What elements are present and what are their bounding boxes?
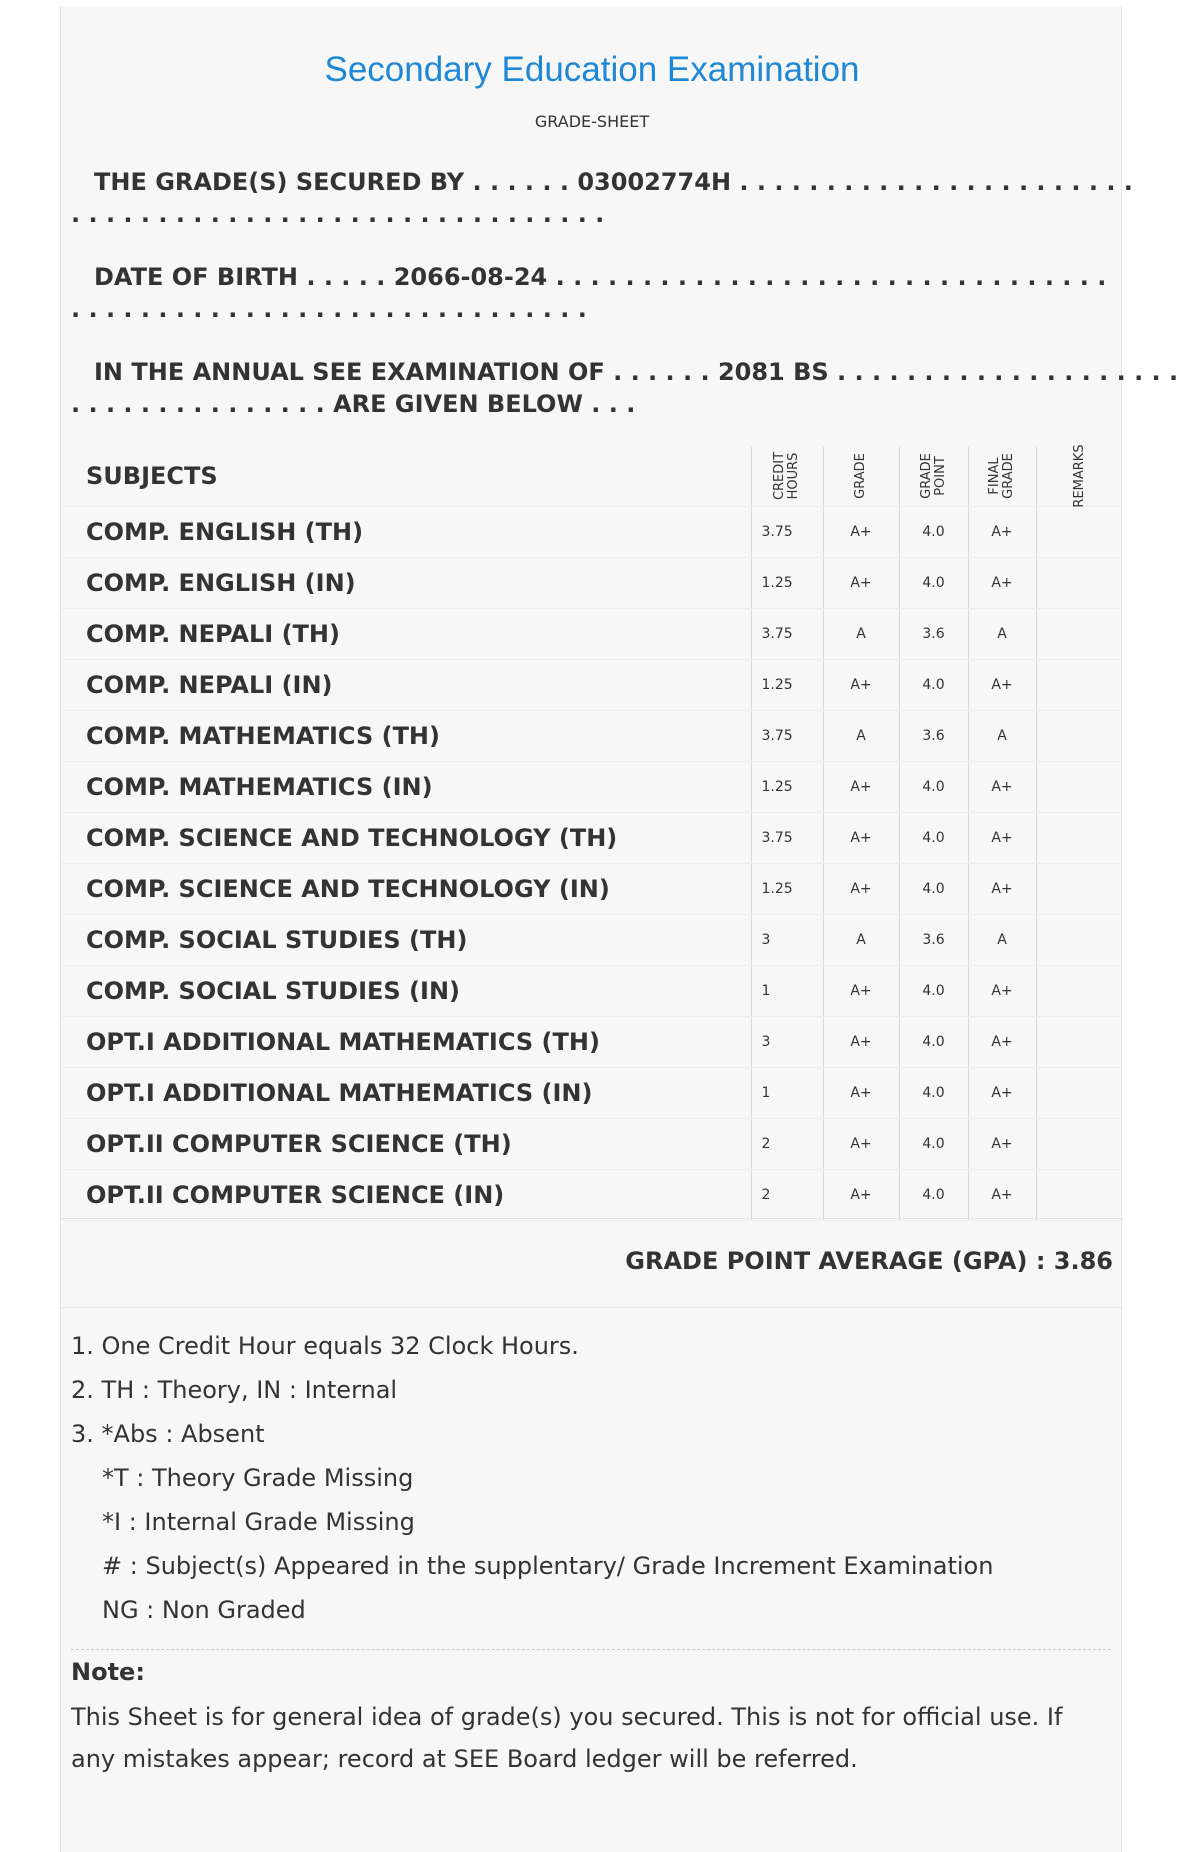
page-title: Secondary Education Examination [324,50,860,89]
table-row [61,1067,1123,1118]
final-grade-cell: A+ [968,1118,1036,1169]
credit-hours-cell: 1 [751,965,823,1016]
credit-hours-cell: 1 [751,1067,823,1118]
credit-hours-cell: 1.25 [751,863,823,914]
remarks-cell [1036,965,1123,1016]
grade-sheet [60,6,1179,1852]
secured-by-dots-2: . . . . . . . . . . . . . . . . . . . . . . . . . . . . . . . [71,200,605,228]
table-row [61,1118,1123,1169]
note-body: This Sheet is for general idea of grade(s) you secured. This is not for official use. If any mistakes appear; record at SEE Board ledger will be referred. [71,1703,1063,1773]
grade-point-cell: 4.0 [899,863,968,914]
remarks-cell [1036,914,1123,965]
grade-cell: A+ [823,659,899,710]
dob-line [71,261,1121,325]
exam-year: 2081 BS [717,358,829,386]
grade-cell: A+ [823,1169,899,1220]
dob-label: DATE OF BIRTH . . . . . [94,263,386,291]
remarks-cell [1036,506,1123,557]
subject-cell: COMP. ENGLISH (IN) [61,557,751,608]
remarks-cell [1036,1067,1123,1118]
legend-item: 2. TH : Theory, IN : Internal [71,1376,398,1404]
credit-hours-cell: 3 [751,914,823,965]
exam-line [71,356,1179,420]
exam-label: IN THE ANNUAL SEE EXAMINATION OF . . . . . . [94,358,710,386]
final-grade-cell: A+ [968,863,1036,914]
header-remarks: REMARKS [1036,447,1123,506]
credit-hours-cell: 3.75 [751,506,823,557]
gpa-label: GRADE POINT AVERAGE (GPA) : [625,1247,1046,1275]
grade-point-cell: 4.0 [899,506,968,557]
table-row [61,506,1123,557]
final-grade-cell: A+ [968,659,1036,710]
table-row [61,659,1123,710]
legend-item: 1. One Credit Hour equals 32 Clock Hours. [71,1332,579,1360]
secured-by-label: THE GRADE(S) SECURED BY . . . . . . [94,168,569,196]
grade-cell: A+ [823,761,899,812]
grade-point-cell: 4.0 [899,812,968,863]
header-subjects: SUBJECTS [61,447,751,506]
grade-point-cell: 4.0 [899,1067,968,1118]
grade-point-cell: 4.0 [899,761,968,812]
table-row [61,608,1123,659]
secured-by-dots: . . . . . . . . . . . . . . . . . . . . . . . [739,168,1133,196]
subject-cell: COMP. MATHEMATICS (IN) [61,761,751,812]
credit-hours-cell: 3 [751,1016,823,1067]
table-row [61,863,1123,914]
table-row [61,557,1123,608]
grade-cell: A [823,914,899,965]
legend-item: NG : Non Graded [102,1596,306,1624]
grade-point-cell: 4.0 [899,1016,968,1067]
divider [71,1649,1111,1650]
remarks-cell [1036,863,1123,914]
subject-cell: COMP. SCIENCE AND TECHNOLOGY (IN) [61,863,751,914]
final-grade-cell: A [968,608,1036,659]
table-row [61,812,1123,863]
grade-cell: A [823,608,899,659]
legend-item: *T : Theory Grade Missing [102,1464,414,1492]
gpa-value: 3.86 [1053,1247,1113,1275]
credit-hours-cell: 3.75 [751,812,823,863]
table-row [61,1016,1123,1067]
credit-hours-cell: 1.25 [751,659,823,710]
grade-cell: A+ [823,1067,899,1118]
exam-dots: . . . . . . . . . . . . . . . . . . . . [837,358,1179,386]
credit-hours-cell: 1.25 [751,761,823,812]
grade-point-cell: 4.0 [899,557,968,608]
remarks-cell [1036,1118,1123,1169]
grade-point-cell: 3.6 [899,914,968,965]
grade-cell: A+ [823,506,899,557]
table-header-row [61,447,1123,506]
legend [71,1324,1111,1632]
final-grade-cell: A+ [968,812,1036,863]
credit-hours-cell: 1.25 [751,557,823,608]
final-grade-cell: A+ [968,1067,1036,1118]
grade-cell: A+ [823,965,899,1016]
remarks-cell [1036,557,1123,608]
header-grade: GRADE [823,447,899,506]
final-grade-cell: A+ [968,761,1036,812]
credit-hours-cell: 3.75 [751,608,823,659]
table-row [61,1169,1123,1220]
final-grade-cell: A+ [968,506,1036,557]
subject-cell: COMP. ENGLISH (TH) [61,506,751,557]
subject-cell: COMP. NEPALI (IN) [61,659,751,710]
dob-dots-2: . . . . . . . . . . . . . . . . . . . . . . . . . . . . . . [71,295,587,323]
final-grade-cell: A+ [968,1016,1036,1067]
header-grade-point: GRADE POINT [899,447,968,506]
header-credit-hours: CREDIT HOURS [751,447,823,506]
credit-hours-cell: 3.75 [751,710,823,761]
grade-point-cell: 3.6 [899,710,968,761]
remarks-cell [1036,761,1123,812]
gpa-section [61,1218,1123,1308]
note-title: Note: [71,1658,145,1686]
subject-cell: OPT.II COMPUTER SCIENCE (IN) [61,1169,751,1220]
grade-point-cell: 3.6 [899,608,968,659]
credit-hours-cell: 2 [751,1118,823,1169]
grade-point-cell: 4.0 [899,1169,968,1220]
grade-point-cell: 4.0 [899,1118,968,1169]
final-grade-cell: A [968,710,1036,761]
gpa-summary [625,1247,1113,1275]
page-subtitle: GRADE-SHEET [534,112,650,131]
exam-dots-2: . . . . . . . . . . . . . . . ARE GIVEN BELOW . . . [71,390,636,418]
grade-cell: A+ [823,557,899,608]
grade-cell: A+ [823,1016,899,1067]
grade-point-cell: 4.0 [899,659,968,710]
symbol-number: 03002774H [577,168,732,196]
subject-cell: COMP. SOCIAL STUDIES (IN) [61,965,751,1016]
grade-cell: A+ [823,1118,899,1169]
subject-cell: OPT.II COMPUTER SCIENCE (TH) [61,1118,751,1169]
final-grade-cell: A [968,914,1036,965]
subject-cell: OPT.I ADDITIONAL MATHEMATICS (IN) [61,1067,751,1118]
legend-item: # : Subject(s) Appeared in the supplentary/ Grade Increment Examination [102,1552,994,1580]
secured-by-line [71,166,1133,230]
remarks-cell [1036,1016,1123,1067]
final-grade-cell: A+ [968,1169,1036,1220]
grade-cell: A [823,710,899,761]
credit-hours-cell: 2 [751,1169,823,1220]
final-grade-cell: A+ [968,965,1036,1016]
grade-point-cell: 4.0 [899,965,968,1016]
legend-item: *I : Internal Grade Missing [102,1508,415,1536]
table-row [61,710,1123,761]
table-row [61,761,1123,812]
grades-table [61,444,1123,1221]
table-row [61,914,1123,965]
table-row [61,965,1123,1016]
remarks-cell [1036,1169,1123,1220]
remarks-cell [1036,659,1123,710]
legend-item: 3. *Abs : Absent [71,1420,265,1448]
subject-cell: COMP. MATHEMATICS (TH) [61,710,751,761]
remarks-cell [1036,812,1123,863]
remarks-cell [1036,710,1123,761]
final-grade-cell: A+ [968,557,1036,608]
subject-cell: OPT.I ADDITIONAL MATHEMATICS (TH) [61,1016,751,1067]
grade-cell: A+ [823,863,899,914]
remarks-cell [1036,608,1123,659]
grade-cell: A+ [823,812,899,863]
subject-cell: COMP. SOCIAL STUDIES (TH) [61,914,751,965]
header-final-grade: FINAL GRADE [968,447,1036,506]
subject-cell: COMP. SCIENCE AND TECHNOLOGY (TH) [61,812,751,863]
dob-value: 2066-08-24 [393,263,548,291]
subject-cell: COMP. NEPALI (TH) [61,608,751,659]
dob-dots: . . . . . . . . . . . . . . . . . . . . . . . . . . . . . . . . [555,263,1107,291]
